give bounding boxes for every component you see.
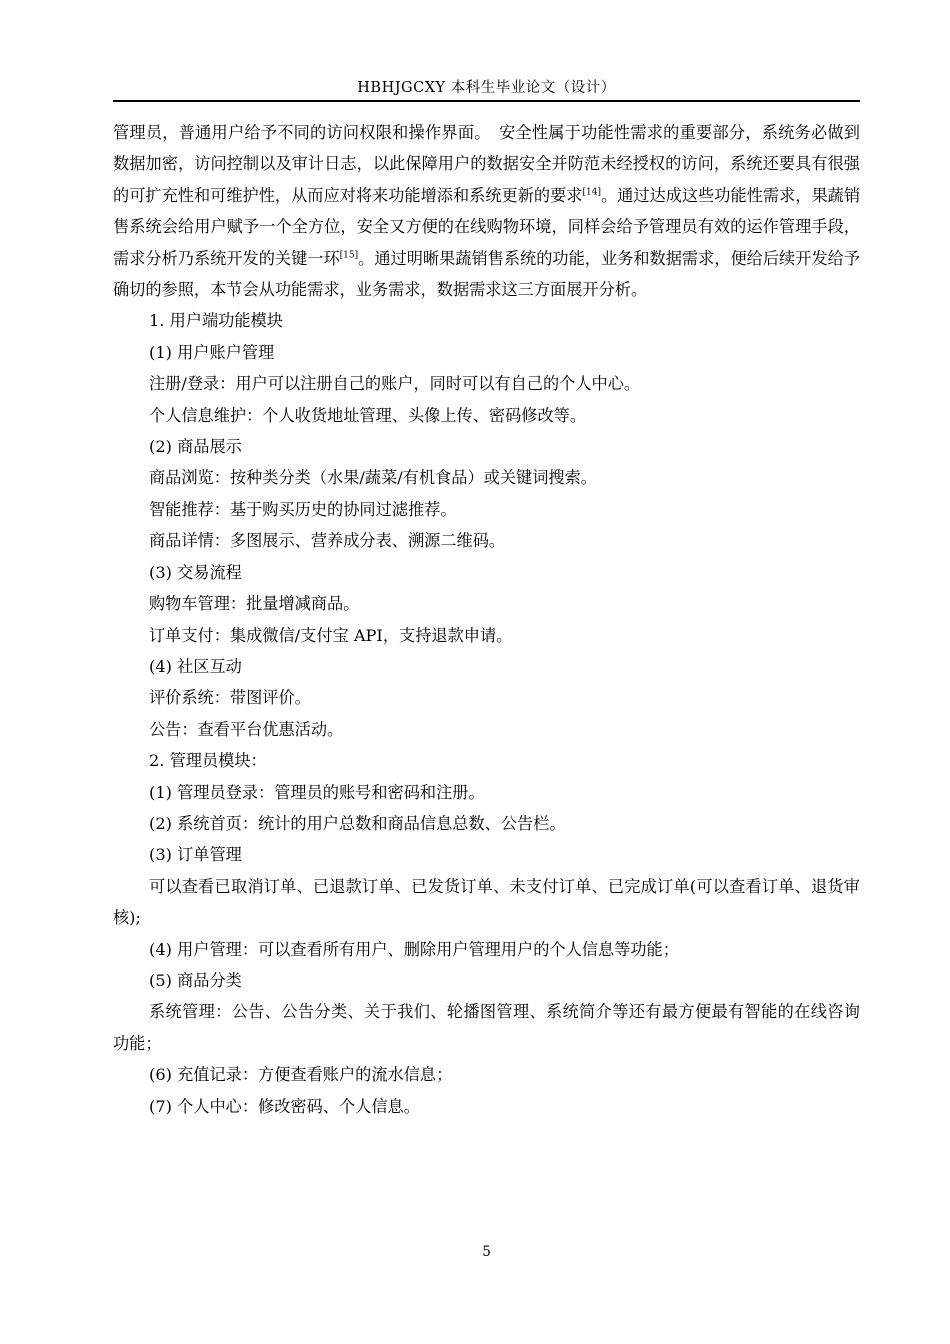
item-recharge-records: (6) 充值记录：方便查看账户的流水信息； [149, 1065, 453, 1085]
page-number: 5 [482, 1244, 491, 1260]
page-header: HBHJGCXY 本科生毕业论文（设计） [357, 80, 616, 96]
citation-15: [15] [339, 250, 359, 261]
item-admin-login: (1) 管理员登录：管理员的账号和密码和注册。 [149, 782, 485, 802]
header-rule [113, 100, 860, 102]
item-system-management: 系统管理：公告、公告分类、关于我们、轮播图管理、系统简介等还有最方便最有智能的在线咨询功能； [113, 1002, 860, 1053]
subheading-transaction-flow: (3) 交易流程 [149, 562, 242, 582]
item-user-management: (4) 用户管理：可以查看所有用户、删除用户管理用户的个人信息等功能； [149, 939, 679, 959]
item-announcement: 公告：查看平台优惠活动。 [149, 719, 344, 739]
item-order-management: (3) 订单管理 [149, 845, 242, 865]
item-register-login: 注册/登录：用户可以注册自己的账户，同时可以有自己的个人中心。 [149, 374, 641, 394]
item-product-browse: 商品浏览：按种类分类（水果/蔬菜/有机食品）或关键词搜索。 [149, 468, 597, 488]
intro-text-part3: 。通过明晰果蔬销售系统的功能，业务和数据需求，便给后续开发给予确切的参照，本节会从功能需求，业务需求，数据需求这三方面展开分析。 [113, 248, 861, 300]
intro-paragraph [113, 117, 860, 305]
item-system-home: (2) 系统首页：统计的用户总数和商品信息总数、公告栏。 [149, 813, 566, 833]
item-product-category: (5) 商品分类 [149, 970, 242, 990]
item-personal-center: (7) 个人中心：修改密码、个人信息。 [149, 1096, 420, 1116]
item-review-system: 评价系统：带图评价。 [149, 688, 311, 708]
item-profile-maintenance: 个人信息维护：个人收货地址管理、头像上传、密码修改等。 [149, 405, 587, 425]
item-order-payment: 订单支付：集成微信/支付宝 API，支持退款申请。 [149, 625, 513, 645]
body-text [113, 117, 860, 1122]
subheading-product-display: (2) 商品展示 [149, 437, 242, 457]
subheading-account-management: (1) 用户账户管理 [149, 342, 275, 362]
subheading-community: (4) 社区互动 [149, 656, 242, 676]
section-heading-user-module: 1. 用户端功能模块 [149, 311, 283, 331]
item-order-management-detail: 可以查看已取消订单、已退款订单、已发货订单、未支付订单、已完成订单(可以查看订单、退货审核); [113, 876, 860, 928]
section-heading-admin-module: 2. 管理员模块： [149, 751, 267, 771]
intro-text-part1: 管理员，普通用户给予不同的访问权限和操作界面。 安全性属于功能性需求的重要部分，系统务必做到数据加密，访问控制以及审计日志，以此保障用户的数据安全并防范未经授权的访问，系统还要具有很强的可扩充性和可维护性，从而应对将来功能增添和系统更新的要求 [113, 123, 860, 205]
citation-14: [14] [582, 187, 601, 198]
item-product-detail: 商品详情：多图展示、营养成分表、溯源二维码。 [149, 531, 506, 551]
item-cart-management: 购物车管理：批量增减商品。 [149, 594, 360, 614]
intro-text-part2: 。通过达成这些功能性需求，果蔬销售系统会给用户赋予一个全方位，安全又方便的在线购物环境，同样会给予管理员有效的运作管理手段，需求分析乃系统开发的关键一环 [113, 185, 861, 268]
item-smart-recommend: 智能推荐：基于购买历史的协同过滤推荐。 [149, 499, 457, 519]
